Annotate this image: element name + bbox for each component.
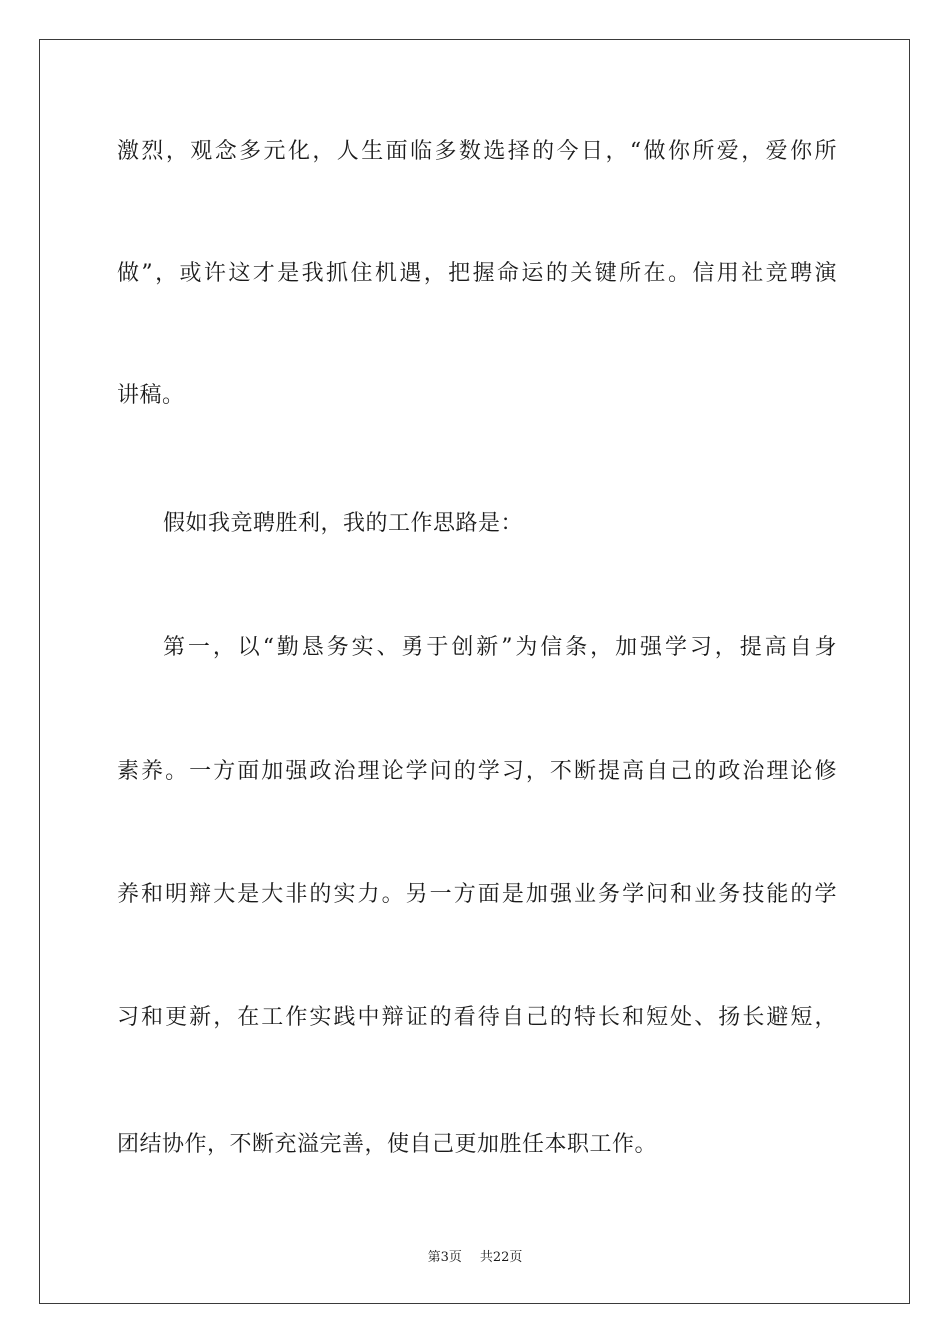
page-total: 共22页 [479, 1250, 523, 1265]
text-line-4: 假如我竞聘胜利，我的工作思路是： [163, 511, 524, 536]
text-line-2: 做”，或许这才是我抓住机遇，把握命运的关键所在。信用社竞聘演 [117, 261, 837, 286]
text-line-9: 团结协作，不断充溢完善，使自己更加胜任本职工作。 [117, 1132, 658, 1157]
text-line-1: 激烈，观念多元化，人生面临多数选择的今日，“做你所爱，爱你所 [117, 139, 837, 164]
text-line-7: 养和明辩大是大非的实力。另一方面是加强业务学问和业务技能的学 [117, 882, 837, 907]
text-line-6: 素养。一方面加强政治理论学问的学习，不断提高自己的政治理论修 [117, 759, 837, 784]
text-line-8: 习和更新，在工作实践中辩证的看待自己的特长和短处、扬长避短， [117, 1005, 837, 1030]
text-line-3: 讲稿。 [117, 383, 185, 408]
page-footer [0, 1246, 950, 1265]
text-line-5: 第一，以“勤恳务实、勇于创新”为信条，加强学习，提高自身 [163, 635, 837, 660]
page-number: 第3页 [427, 1250, 462, 1265]
page-border [39, 39, 910, 1304]
